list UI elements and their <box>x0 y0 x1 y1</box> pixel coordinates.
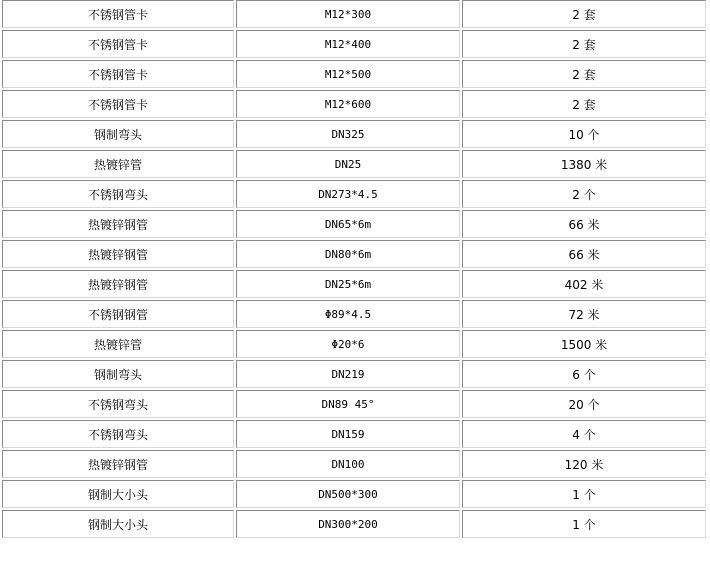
item-name-cell: 钢制大小头 <box>2 480 234 508</box>
item-spec-cell: DN65*6m <box>236 210 460 238</box>
item-quantity-cell: 10 个 <box>462 120 706 148</box>
table-row <box>2 480 706 508</box>
item-name-cell: 不锈钢弯头 <box>2 420 234 448</box>
item-name-cell: 不锈钢钢管 <box>2 300 234 328</box>
item-spec-cell: Φ89*4.5 <box>236 300 460 328</box>
item-quantity-cell: 20 个 <box>462 390 706 418</box>
table-row <box>2 330 706 358</box>
table-row <box>2 300 706 328</box>
item-quantity-cell: 1 个 <box>462 480 706 508</box>
item-name-cell: 热镀锌钢管 <box>2 240 234 268</box>
table-row <box>2 450 706 478</box>
item-spec-cell: Φ20*6 <box>236 330 460 358</box>
table-row <box>2 360 706 388</box>
table-row <box>2 30 706 58</box>
item-quantity-cell: 6 个 <box>462 360 706 388</box>
item-quantity-cell: 2 套 <box>462 30 706 58</box>
item-quantity-cell: 66 米 <box>462 240 706 268</box>
table-row <box>2 90 706 118</box>
item-name-cell: 不锈钢弯头 <box>2 390 234 418</box>
table-row <box>2 270 706 298</box>
table-row <box>2 150 706 178</box>
item-name-cell: 不锈钢管卡 <box>2 60 234 88</box>
item-spec-cell: DN159 <box>236 420 460 448</box>
item-quantity-cell: 2 套 <box>462 0 706 28</box>
table-row <box>2 420 706 448</box>
table-row <box>2 510 706 538</box>
item-quantity-cell: 2 套 <box>462 60 706 88</box>
item-name-cell: 热镀锌钢管 <box>2 210 234 238</box>
table-row <box>2 120 706 148</box>
item-name-cell: 钢制弯头 <box>2 360 234 388</box>
item-quantity-cell: 120 米 <box>462 450 706 478</box>
item-spec-cell: DN325 <box>236 120 460 148</box>
item-quantity-cell: 72 米 <box>462 300 706 328</box>
item-quantity-cell: 4 个 <box>462 420 706 448</box>
item-name-cell: 热镀锌钢管 <box>2 270 234 298</box>
item-quantity-cell: 2 套 <box>462 90 706 118</box>
table-row <box>2 390 706 418</box>
item-spec-cell: M12*600 <box>236 90 460 118</box>
item-spec-cell: DN100 <box>236 450 460 478</box>
item-quantity-cell: 66 米 <box>462 210 706 238</box>
item-spec-cell: M12*500 <box>236 60 460 88</box>
item-name-cell: 热镀锌钢管 <box>2 450 234 478</box>
item-spec-cell: DN300*200 <box>236 510 460 538</box>
item-spec-cell: DN80*6m <box>236 240 460 268</box>
item-spec-cell: DN273*4.5 <box>236 180 460 208</box>
item-name-cell: 不锈钢管卡 <box>2 90 234 118</box>
item-name-cell: 不锈钢管卡 <box>2 0 234 28</box>
item-spec-cell: DN219 <box>236 360 460 388</box>
item-spec-cell: DN25 <box>236 150 460 178</box>
table-row <box>2 240 706 268</box>
item-quantity-cell: 1 个 <box>462 510 706 538</box>
item-spec-cell: M12*400 <box>236 30 460 58</box>
item-name-cell: 热镀锌管 <box>2 330 234 358</box>
item-spec-cell: M12*300 <box>236 0 460 28</box>
table-row <box>2 60 706 88</box>
item-spec-cell: DN25*6m <box>236 270 460 298</box>
item-quantity-cell: 2 个 <box>462 180 706 208</box>
item-quantity-cell: 1380 米 <box>462 150 706 178</box>
item-name-cell: 钢制大小头 <box>2 510 234 538</box>
table-row <box>2 210 706 238</box>
materials-table-body <box>2 0 706 538</box>
item-spec-cell: DN500*300 <box>236 480 460 508</box>
item-name-cell: 钢制弯头 <box>2 120 234 148</box>
item-quantity-cell: 1500 米 <box>462 330 706 358</box>
item-name-cell: 不锈钢弯头 <box>2 180 234 208</box>
item-name-cell: 不锈钢管卡 <box>2 30 234 58</box>
item-spec-cell: DN89 45° <box>236 390 460 418</box>
table-row <box>2 0 706 28</box>
table-row <box>2 180 706 208</box>
item-name-cell: 热镀锌管 <box>2 150 234 178</box>
item-quantity-cell: 402 米 <box>462 270 706 298</box>
